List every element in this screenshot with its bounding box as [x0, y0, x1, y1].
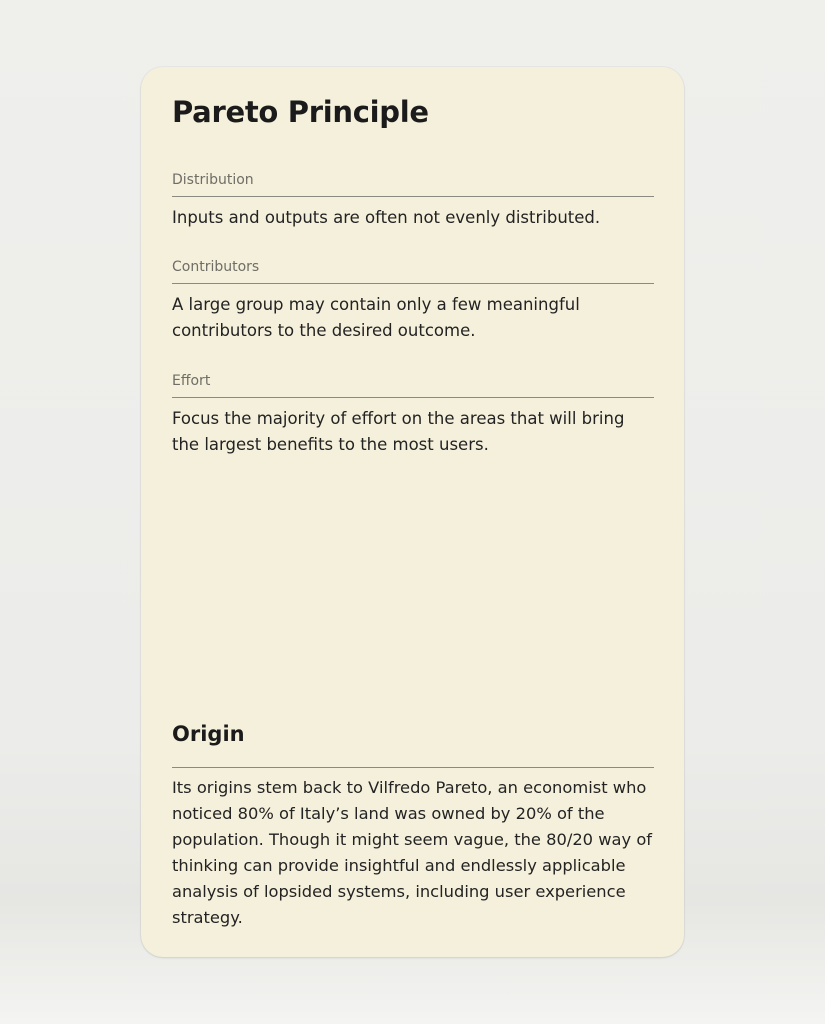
section-contributors — [172, 258, 654, 344]
origin-text: Its origins stem back to Vilfredo Pareto, an economist who noticed 80% of Italy’s land was owned by 20% of the population. Though it might seem vague, the 80/20 way of thinking can provide insightful and endlessly applicable analysis of lopsided systems, including user experience strategy. — [172, 778, 653, 927]
principle-card — [141, 67, 684, 957]
section-text: Inputs and outputs are often not evenly distributed. — [172, 208, 601, 227]
section-distribution — [172, 171, 654, 231]
section-text: A large group may contain only a few meaningful contributors to the desired outcome. — [172, 295, 580, 340]
card-title: Pareto Principle — [172, 95, 429, 129]
section-label: Distribution — [172, 171, 654, 197]
origin-section — [172, 719, 654, 931]
section-effort — [172, 372, 654, 458]
section-label: Contributors — [172, 258, 654, 284]
section-text: Focus the majority of effort on the areas that will bring the largest benefits to the most users. — [172, 409, 625, 454]
section-label: Effort — [172, 372, 654, 398]
origin-heading: Origin — [172, 719, 654, 768]
